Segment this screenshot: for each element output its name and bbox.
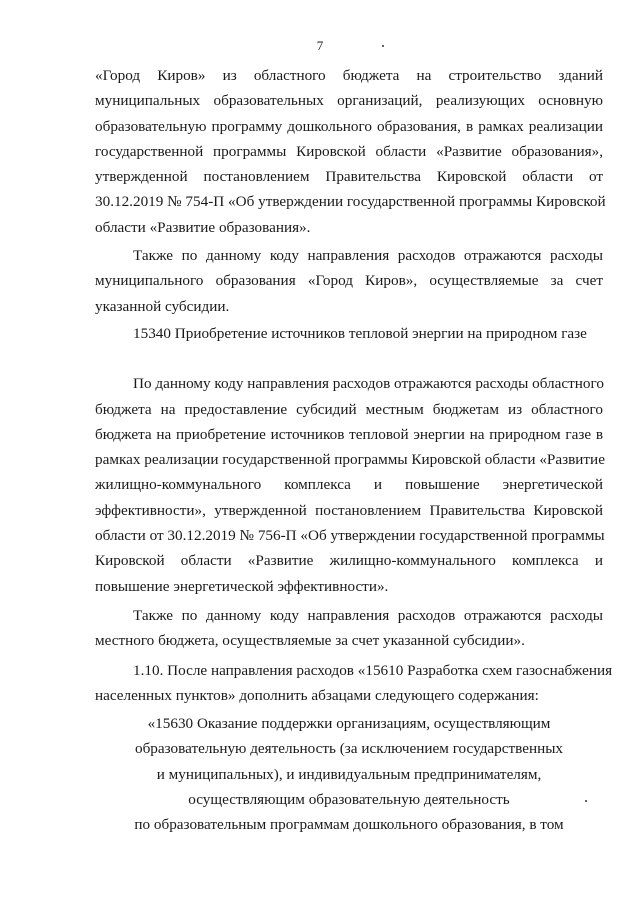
paragraph-2	[95, 243, 603, 319]
text-line: указанной субсидии.	[95, 297, 230, 315]
text-line: и муниципальных), и индивидуальным предпринимателям,	[156, 765, 542, 783]
quoted-section-title	[95, 711, 603, 837]
heading-text: 15340 Приобретение источников тепловой энергии на природном газе	[133, 324, 587, 342]
text-line: повышение энергетической эффективности».	[95, 577, 389, 595]
text-line: по образовательным программам дошкольного образования, в том	[134, 816, 564, 834]
scan-speck	[585, 800, 587, 802]
paragraph-1	[95, 63, 606, 240]
text-line: Также по данному коду направления расходов отражаются расходы	[133, 606, 603, 624]
scan-speck	[382, 45, 384, 47]
page-number: 7	[316, 38, 324, 53]
text-line: 30.12.2019 № 754-П «Об утверждении государственной программы Кировской	[95, 193, 606, 211]
text-line: местного бюджета, осуществляемые за счет указанной субсидии».	[95, 632, 525, 650]
blank-line	[95, 346, 603, 371]
text-line: утвержденной постановлением Правительства Кировской области от	[95, 168, 603, 186]
document-body	[95, 63, 613, 838]
text-line: населенных пунктов» дополнить абзацами следующего содержания:	[95, 686, 539, 704]
text-line: области от 30.12.2019 № 756-П «Об утверждении государственной программы	[95, 527, 605, 545]
text-line: области «Развитие образования».	[95, 218, 311, 236]
text-line: эффективности», утвержденной постановлением Правительства Кировской	[95, 501, 603, 519]
text-line: Кировской области «Развитие жилищно-коммунального комплекса и	[95, 552, 603, 570]
text-line: «Город Киров» из областного бюджета на строительство зданий	[95, 67, 603, 84]
text-line: муниципальных образовательных организаций, реализующих основную	[95, 92, 603, 110]
text-line: муниципального образования «Город Киров», осуществляемые за счет	[95, 272, 603, 290]
text-line: Также по данному коду направления расходов отражаются расходы	[133, 247, 603, 265]
paragraph-5	[95, 658, 613, 709]
text-line: рамках реализации государственной программы Кировской области «Развитие	[95, 451, 605, 469]
text-line: государственной программы Кировской области «Развитие образования»,	[95, 142, 603, 160]
text-line: осуществляющим образовательную деятельность	[188, 791, 510, 809]
paragraph-4	[95, 603, 603, 654]
text-line: По данному коду направления расходов отражаются расходы областного	[133, 375, 604, 393]
text-line: 1.10. После направления расходов «15610 Разработка схем газоснабжения	[133, 661, 613, 679]
text-line: жилищно-коммунального комплекса и повышение энергетической	[95, 476, 603, 494]
text-line: образовательную программу дошкольного образования, в рамках реализации	[95, 117, 603, 135]
section-heading	[95, 321, 603, 346]
text-line: образовательную деятельность (за исключением государственных	[134, 740, 564, 758]
paragraph-3	[95, 371, 603, 599]
text-line: бюджета на приобретение источников тепловой энергии на природном газе в	[95, 425, 603, 443]
text-line: бюджета на предоставление субсидий местным бюджетам из областного	[95, 400, 603, 418]
text-line: «15630 Оказание поддержки организациям, осуществляющим	[147, 715, 551, 733]
